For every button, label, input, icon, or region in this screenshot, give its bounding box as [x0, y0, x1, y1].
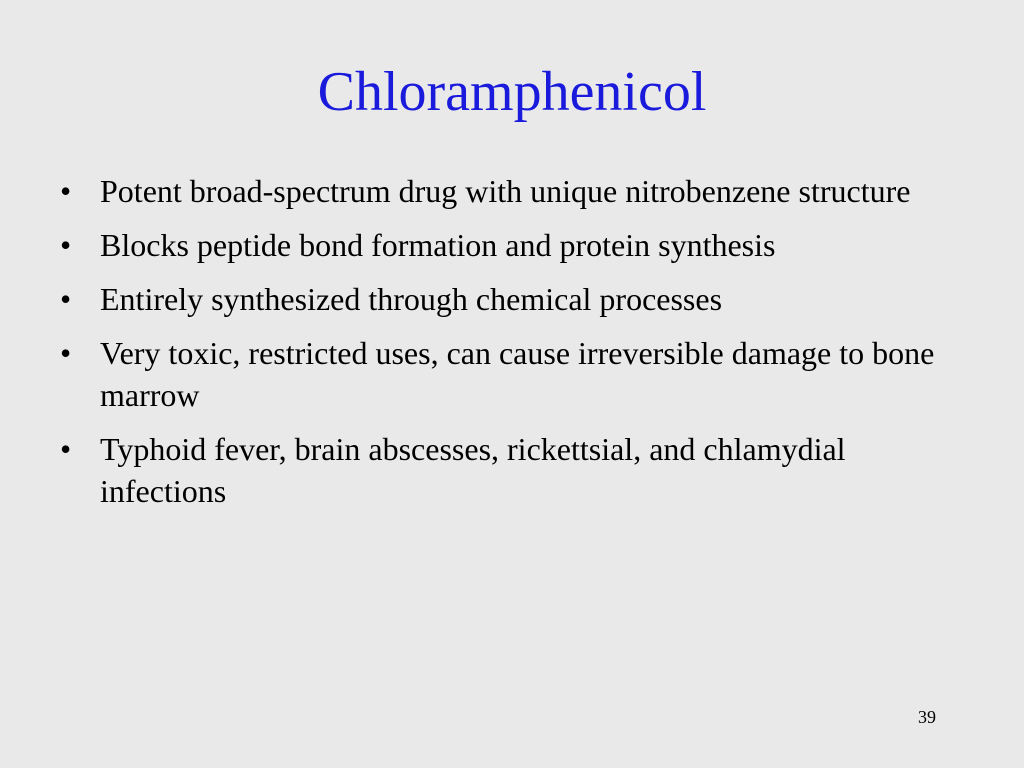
bullet-item	[60, 428, 940, 512]
bullet-text: Very toxic, restricted uses, can cause irreversible damage to bone marrow	[100, 335, 935, 413]
bullet-marker: •	[60, 281, 72, 317]
bullet-item	[60, 332, 940, 416]
bullet-text: Potent broad-spectrum drug with unique nitrobenzene structure	[100, 173, 911, 209]
bullet-list	[60, 170, 940, 524]
bullet-marker: •	[60, 227, 72, 263]
bullet-item	[60, 278, 940, 320]
bullet-text: Entirely synthesized through chemical processes	[100, 281, 723, 317]
bullet-text: Blocks peptide bond formation and protein synthesis	[100, 227, 776, 263]
bullet-marker: •	[60, 335, 72, 371]
bullet-item	[60, 224, 940, 266]
bullet-item	[60, 170, 940, 212]
bullet-marker: •	[60, 431, 72, 467]
slide-title: Chloramphenicol	[317, 61, 707, 123]
bullet-marker: •	[60, 173, 72, 209]
bullet-text: Typhoid fever, brain abscesses, rickettsial, and chlamydial infections	[100, 431, 846, 509]
slide-number: 39	[918, 707, 936, 727]
